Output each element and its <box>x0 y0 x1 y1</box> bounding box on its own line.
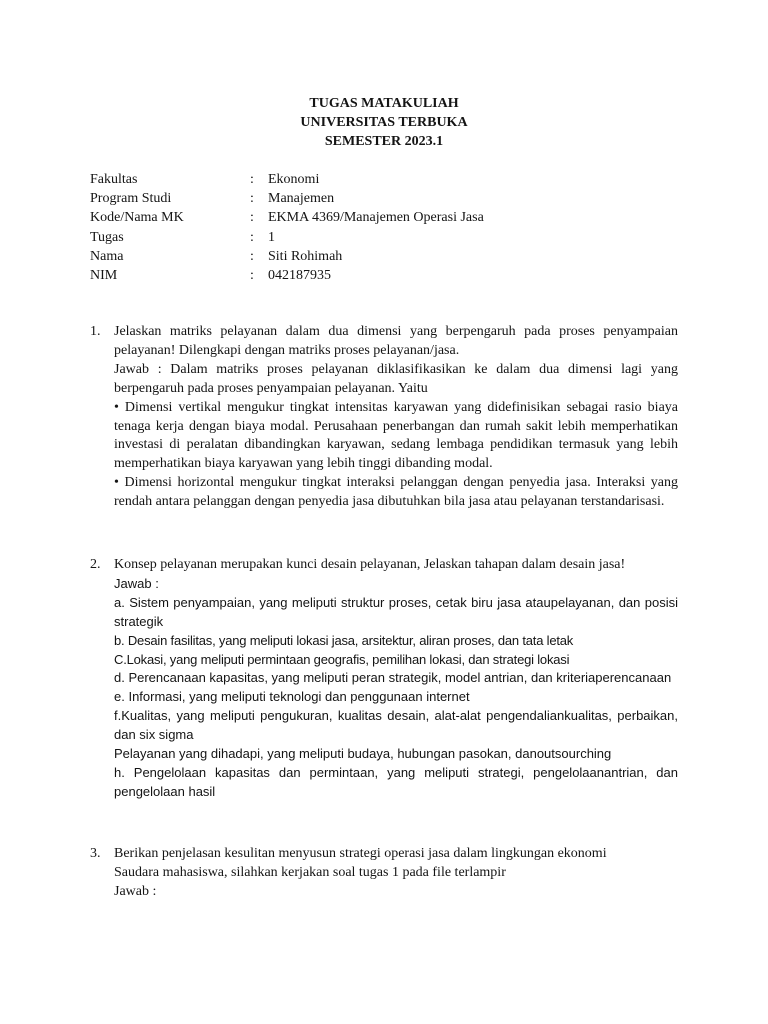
question-1 <box>90 323 678 512</box>
instruction-note: Saudara mahasiswa, silahkan kerjakan soal tugas 1 pada file terlampir <box>114 864 506 880</box>
answer-item: e. Informasi, yang meliputi teknologi dan penggunaan internet <box>114 689 470 705</box>
answer-point: • Dimensi horizontal mengukur tingkat interaksi pelanggan dengan penyedia jasa. Interaksi yang rendah antara pelanggan dengan penyedia jasa dibutuhkan bila jasa atau pelayanan terstandarisasi. <box>114 475 678 510</box>
info-colon: : <box>250 249 254 264</box>
answer-item: Pelayanan yang dihadapi, yang meliputi budaya, hubungan pasokan, danoutsourching <box>114 746 612 762</box>
answer-item: C.Lokasi, yang meliputi permintaan geografis, pemilihan lokasi, dan strategi lokasi <box>114 651 570 667</box>
info-label: Tugas <box>90 230 124 245</box>
answer-label: Jawab : <box>114 883 157 899</box>
question-number: 2. <box>90 557 101 572</box>
info-value: Siti Rohimah <box>268 249 343 264</box>
answer-point: • Dimensi vertikal mengukur tingkat intensitas karyawan yang didefinisikan sebagai rasio biaya tenaga kerja dengan biaya modal. Perusahaan penerbangan dan rumah sakit lebih memperhatikan investasi di peralatan dibandingkan karyawan, sedang lembaga pendidikan termasuk yang lebih memperhatikan biaya karyawan yang lebih tinggi dibanding modal. <box>114 399 678 472</box>
info-colon: : <box>250 268 254 283</box>
answer-item: f.Kualitas, yang meliputi pengukuran, kualitas desain, alat-alat pengendaliankualitas, perbaikan, dan six sigma <box>114 708 678 743</box>
document-title-line-3: SEMESTER 2023.1 <box>324 134 444 149</box>
info-colon: : <box>250 172 254 187</box>
info-label: Nama <box>90 249 124 264</box>
info-value: EKMA 4369/Manajemen Operasi Jasa <box>268 210 484 225</box>
question-2 <box>90 556 678 802</box>
info-label: Program Studi <box>90 191 172 206</box>
answer-label: Jawab : <box>114 575 159 591</box>
question-number: 1. <box>90 324 101 339</box>
answer-item: h. Pengelolaan kapasitas dan permintaan, yang meliputi strategi, pengelolaanantrian, dan pengelolaan hasil <box>114 764 678 799</box>
info-value: Manajemen <box>268 191 335 206</box>
info-value: Ekonomi <box>268 172 320 187</box>
question-text: Berikan penjelasan kesulitan menyusun strategi operasi jasa dalam lingkungan ekonomi <box>114 846 607 861</box>
document-title-line-1: TUGAS MATAKULIAH <box>309 96 459 111</box>
answer-text: Jawab : Dalam matriks proses pelayanan diklasifikasikan ke dalam dua dimensi lagi yang berpengaruh pada proses penyampaian pelayanan. Yaitu <box>114 361 678 396</box>
info-colon: : <box>250 210 254 225</box>
question-text: Jelaskan matriks pelayanan dalam dua dimensi yang berpengaruh pada proses penyampaian pelayanan! Dilengkapi dengan matriks proses pelayanan/jasa. <box>114 324 678 358</box>
info-label: Kode/Nama MK <box>90 210 184 225</box>
answer-item: b. Desain fasilitas, yang meliputi lokasi jasa, arsitektur, aliran proses, dan tata letak <box>114 632 574 648</box>
answer-item: a. Sistem penyampaian, yang meliputi struktur proses, cetak biru jasa ataupelayanan, dan posisi strategik <box>114 594 678 629</box>
info-colon: : <box>250 191 254 206</box>
info-value: 1 <box>268 230 275 245</box>
info-value: 042187935 <box>268 268 331 283</box>
info-label: NIM <box>90 268 118 283</box>
question-number: 3. <box>90 846 101 861</box>
answer-item: d. Perencanaan kapasitas, yang meliputi peran strategik, model antrian, dan kriteriaperencanaan <box>114 670 672 686</box>
question-3 <box>90 845 678 902</box>
document-title-line-2: UNIVERSITAS TERBUKA <box>300 115 468 130</box>
info-colon: : <box>250 230 254 245</box>
question-text: Konsep pelayanan merupakan kunci desain pelayanan, Jelaskan tahapan dalam desain jasa! <box>114 557 626 572</box>
info-label: Fakultas <box>90 172 138 187</box>
